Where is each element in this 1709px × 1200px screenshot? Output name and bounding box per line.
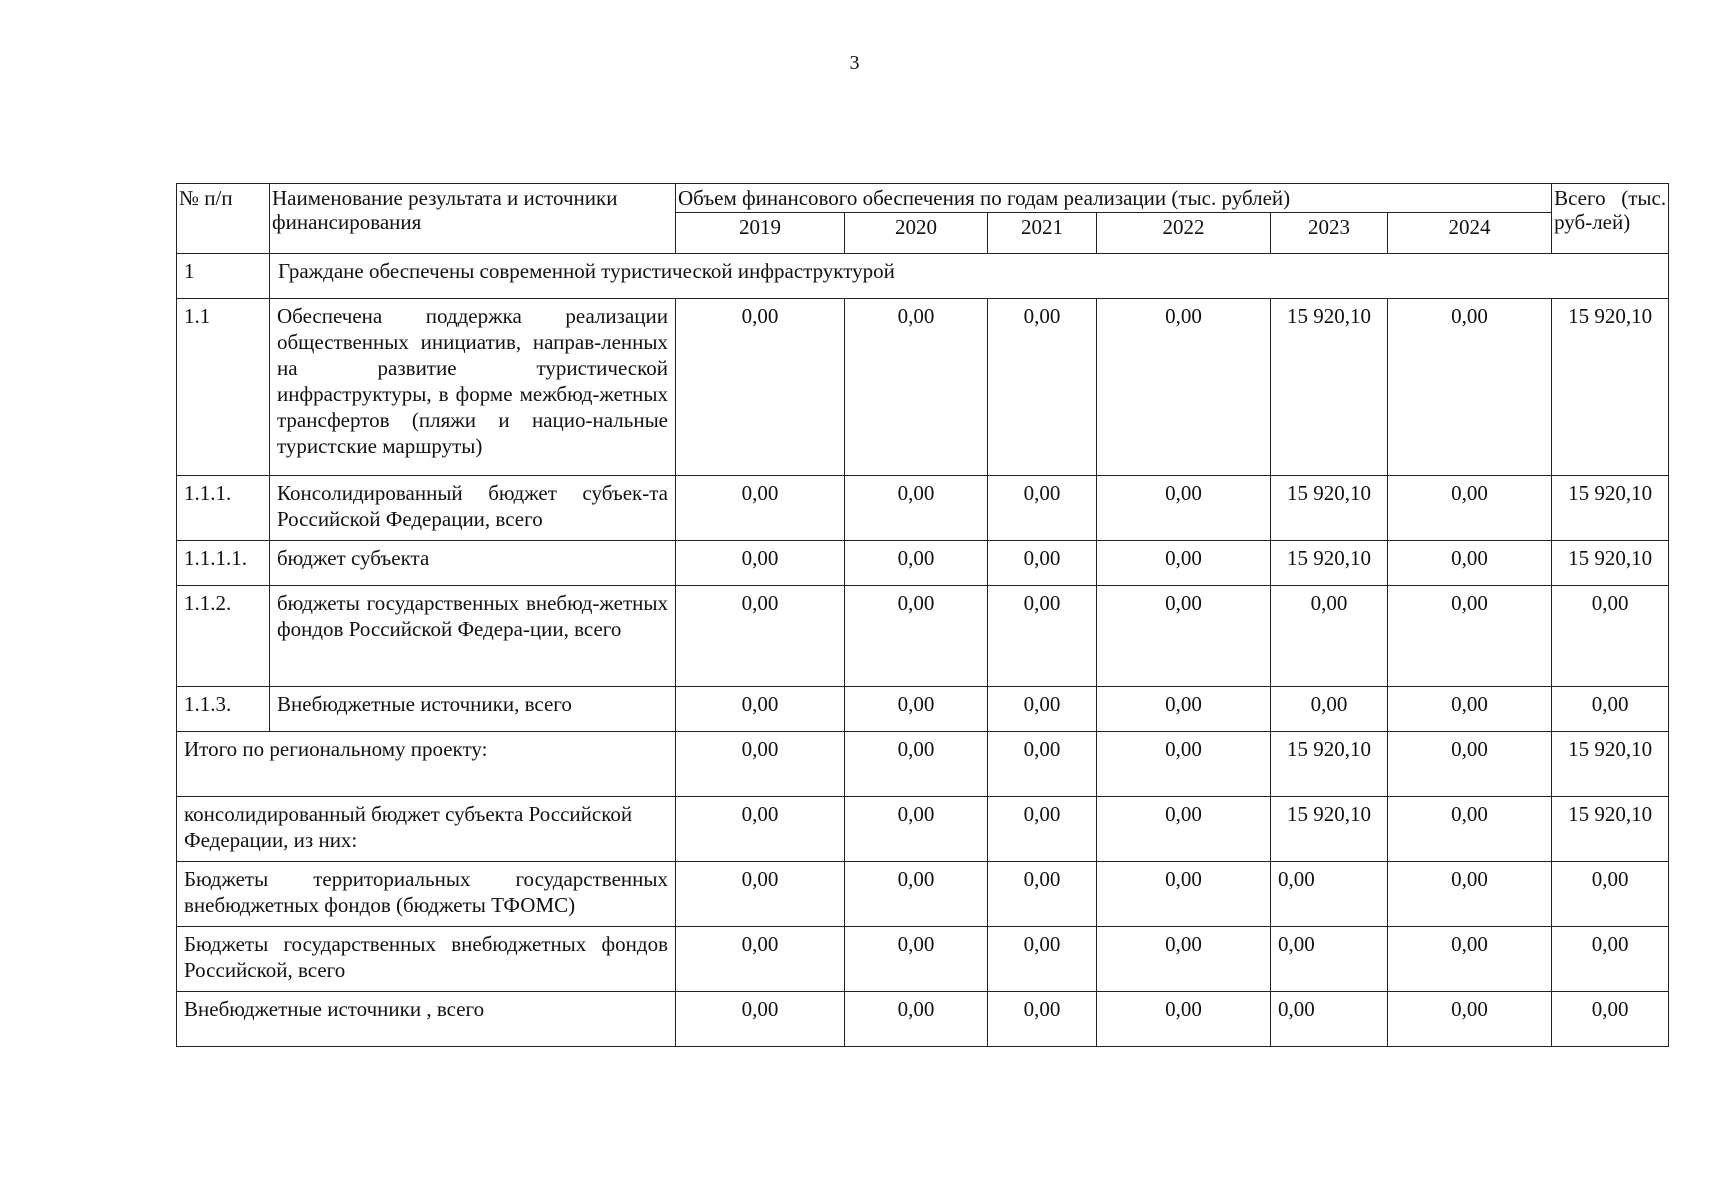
- value-cell: 0,00: [676, 299, 845, 476]
- table-row: [177, 541, 1669, 586]
- value-cell: 0,00: [988, 927, 1097, 992]
- value-cell: 0,00: [676, 732, 845, 797]
- section-row: [177, 254, 1669, 299]
- value-cell: 0,00: [1271, 862, 1388, 927]
- value-cell: 0,00: [1097, 687, 1271, 732]
- financing-table: [176, 183, 1669, 1047]
- value-cell: 0,00: [988, 541, 1097, 586]
- value-cell: 0,00: [845, 992, 988, 1047]
- header-name: Наименование результата и источники финансирования: [270, 184, 676, 254]
- totals-row: [177, 862, 1669, 927]
- row-name: бюджеты государственных внебюд-жетных фондов Российской Федера-ции, всего: [270, 586, 676, 687]
- value-cell: 0,00: [845, 299, 988, 476]
- value-cell: 0,00: [988, 992, 1097, 1047]
- value-cell: 0,00: [988, 687, 1097, 732]
- row-name: Внебюджетные источники, всего: [270, 687, 676, 732]
- section-number: 1: [177, 254, 270, 299]
- value-cell: 0,00: [845, 541, 988, 586]
- value-cell: 0,00: [1388, 992, 1552, 1047]
- value-cell: 0,00: [1097, 732, 1271, 797]
- table-row: [177, 586, 1669, 687]
- header-year: 2023: [1271, 213, 1388, 254]
- value-cell: 0,00: [1388, 862, 1552, 927]
- value-cell: 0,00: [676, 862, 845, 927]
- header-year: 2021: [988, 213, 1097, 254]
- totals-row: [177, 732, 1669, 797]
- row-name: Обеспечена поддержка реализации общественных инициатив, направ-ленных на развитие туристической инфраструктуры, в форме межбюд-жетных трансфертов (пляжи и нацио-нальные туристские маршруты): [270, 299, 676, 476]
- header-year: 2020: [845, 213, 988, 254]
- value-cell: 0,00: [988, 299, 1097, 476]
- value-cell: 0,00: [1097, 541, 1271, 586]
- value-cell: 0,00: [1097, 927, 1271, 992]
- totals-name: Внебюджетные источники , всего: [177, 992, 676, 1047]
- value-cell: 0,00: [845, 927, 988, 992]
- value-cell: 0,00: [1271, 586, 1388, 687]
- value-cell: 0,00: [1388, 476, 1552, 541]
- total-cell: 0,00: [1552, 862, 1669, 927]
- value-cell: 0,00: [676, 687, 845, 732]
- table-row: [177, 687, 1669, 732]
- row-number: 1.1.3.: [177, 687, 270, 732]
- value-cell: 0,00: [845, 476, 988, 541]
- value-cell: 0,00: [845, 797, 988, 862]
- value-cell: 0,00: [1388, 541, 1552, 586]
- table-row: [177, 299, 1669, 476]
- value-cell: 0,00: [1271, 927, 1388, 992]
- value-cell: 15 920,10: [1271, 732, 1388, 797]
- value-cell: 0,00: [1388, 687, 1552, 732]
- value-cell: 0,00: [845, 687, 988, 732]
- total-cell: 15 920,10: [1552, 299, 1669, 476]
- value-cell: 0,00: [1097, 586, 1271, 687]
- value-cell: 0,00: [676, 992, 845, 1047]
- value-cell: 0,00: [988, 862, 1097, 927]
- value-cell: 0,00: [988, 732, 1097, 797]
- value-cell: 15 920,10: [1271, 541, 1388, 586]
- value-cell: 15 920,10: [1271, 797, 1388, 862]
- header-year: 2019: [676, 213, 845, 254]
- value-cell: 0,00: [676, 927, 845, 992]
- value-cell: 0,00: [676, 797, 845, 862]
- value-cell: 0,00: [1388, 797, 1552, 862]
- totals-row: [177, 927, 1669, 992]
- totals-name: Итого по региональному проекту:: [177, 732, 676, 797]
- value-cell: 0,00: [1097, 992, 1271, 1047]
- header-year: 2022: [1097, 213, 1271, 254]
- value-cell: 0,00: [845, 732, 988, 797]
- row-name: бюджет субъекта: [270, 541, 676, 586]
- total-cell: 15 920,10: [1552, 541, 1669, 586]
- table-row: [177, 476, 1669, 541]
- value-cell: 0,00: [988, 476, 1097, 541]
- row-number: 1.1.2.: [177, 586, 270, 687]
- value-cell: 15 920,10: [1271, 476, 1388, 541]
- value-cell: 0,00: [845, 586, 988, 687]
- value-cell: 0,00: [1388, 299, 1552, 476]
- value-cell: 15 920,10: [1271, 299, 1388, 476]
- value-cell: 0,00: [988, 797, 1097, 862]
- total-cell: 0,00: [1552, 687, 1669, 732]
- value-cell: 0,00: [1097, 299, 1271, 476]
- value-cell: 0,00: [1097, 862, 1271, 927]
- totals-row: [177, 992, 1669, 1047]
- totals-name: Бюджеты государственных внебюджетных фондов Российской, всего: [177, 927, 676, 992]
- value-cell: 0,00: [988, 586, 1097, 687]
- totals-name: Бюджеты территориальных государственных внебюджетных фондов (бюджеты ТФОМС): [177, 862, 676, 927]
- value-cell: 0,00: [1388, 586, 1552, 687]
- total-cell: 15 920,10: [1552, 476, 1669, 541]
- total-cell: 15 920,10: [1552, 732, 1669, 797]
- header-year: 2024: [1388, 213, 1552, 254]
- totals-name: консолидированный бюджет субъекта Российской Федерации, из них:: [177, 797, 676, 862]
- value-cell: 0,00: [1097, 476, 1271, 541]
- page-number: 3: [849, 52, 860, 74]
- header-row: [177, 184, 1669, 213]
- header-volume: Объем финансового обеспечения по годам реализации (тыс. рублей): [676, 184, 1552, 213]
- value-cell: 0,00: [1388, 732, 1552, 797]
- header-total: Всего (тыс. руб-лей): [1552, 184, 1669, 254]
- row-number: 1.1.1.: [177, 476, 270, 541]
- value-cell: 0,00: [1271, 992, 1388, 1047]
- value-cell: 0,00: [676, 476, 845, 541]
- header-number: № п/п: [177, 184, 270, 254]
- section-name: Граждане обеспечены современной туристической инфраструктурой: [270, 254, 1669, 299]
- row-name: Консолидированный бюджет субъек-та Российской Федерации, всего: [270, 476, 676, 541]
- total-cell: 0,00: [1552, 927, 1669, 992]
- total-cell: 0,00: [1552, 586, 1669, 687]
- row-number: 1.1: [177, 299, 270, 476]
- value-cell: 0,00: [845, 862, 988, 927]
- row-number: 1.1.1.1.: [177, 541, 270, 586]
- value-cell: 0,00: [1097, 797, 1271, 862]
- total-cell: 0,00: [1552, 992, 1669, 1047]
- value-cell: 0,00: [676, 541, 845, 586]
- value-cell: 0,00: [676, 586, 845, 687]
- value-cell: 0,00: [1388, 927, 1552, 992]
- total-cell: 15 920,10: [1552, 797, 1669, 862]
- totals-row: [177, 797, 1669, 862]
- value-cell: 0,00: [1271, 687, 1388, 732]
